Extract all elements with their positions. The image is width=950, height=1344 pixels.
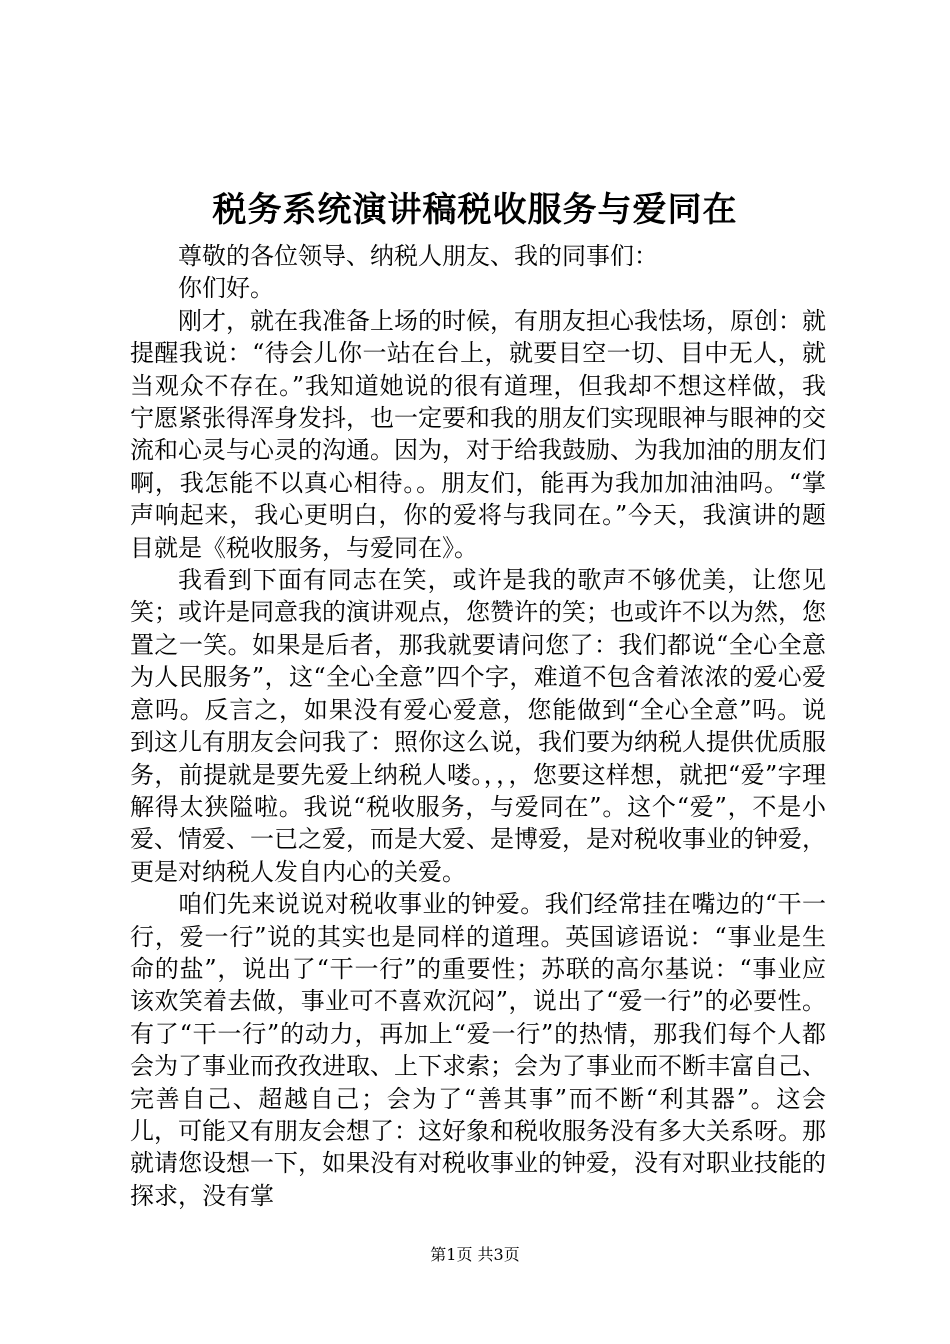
document-body <box>130 240 826 1212</box>
document-title: 税务系统演讲稿税收服务与爱同在 <box>212 190 738 230</box>
paragraph-love-meaning: 我看到下面有同志在笑，或许是我的歌声不够优美，让您见笑；或许是同意我的演讲观点，您赞许的笑；也或许不以为然，您置之一笑。如果是后者，那我就要请问您了：我们都说“全心全意为人民服务”，这“全心全意”四个字，难道不包含着浓浓的爱心爱意吗。反言之，如果没有爱心爱意，您能做到“全心全意”吗。说到这儿有朋友会问我了：照你这么说，我们要为纳税人提供优质服务，前提就是要先爱上纳税人喽。，，，您要这样想，就把“爱”字理解得太狭隘啦。我说“税收服务，与爱同在”。这个“爱”，不是小爱、情爱、一已之爱，而是大爱、是博爱，是对税收事业的钟爱，更是对纳税人发自内心的关爱。 <box>130 566 826 886</box>
paragraph-hello: 你们好。 <box>178 274 274 303</box>
paragraph-intro: 刚才，就在我准备上场的时候，有朋友担心我怯场，原创：就提醒我说：“待会儿你一站在台上，就要目空一切、目中无人，就当观众不存在。”我知道她说的很有道理，但我却不想这样做，我宁愿紧张得浑身发抖，也一定要和我的朋友们实现眼神与眼神的交流和心灵与心灵的沟通。因为，对于给我鼓励、为我加油的朋友们啊，我怎能不以真心相待。。朋友们，能再为我加加油油吗。“掌声响起来，我心更明白，你的爱将与我同在。”今天，我演讲的题目就是《税收服务，与爱同在》。 <box>130 306 826 562</box>
paragraph-career-love: 咱们先来说说对税收事业的钟爱。我们经常挂在嘴边的“干一行，爱一行”说的其实也是同样的道理。英国谚语说：“事业是生命的盐”，说出了“干一行”的重要性；苏联的高尔基说：“事业应该欢笑着去做，事业可不喜欢沉闷”，说出了“爱一行”的必要性。有了“干一行”的动力，再加上“爱一行”的热情，那我们每个人都会为了事业而孜孜进取、上下求索；会为了事业而不断丰富自己、完善自己、超越自己；会为了“善其事”而不断“利其器”。这会儿，可能又有朋友会想了：这好象和税收服务没有多大关系呀。那就请您设想一下，如果没有对税收事业的钟爱，没有对职业技能的探求，没有掌 <box>130 890 826 1210</box>
page-number-footer: 第1页 共3页 <box>430 1245 520 1264</box>
paragraph-greeting: 尊敬的各位领导、纳税人朋友、我的同事们： <box>178 242 658 270</box>
